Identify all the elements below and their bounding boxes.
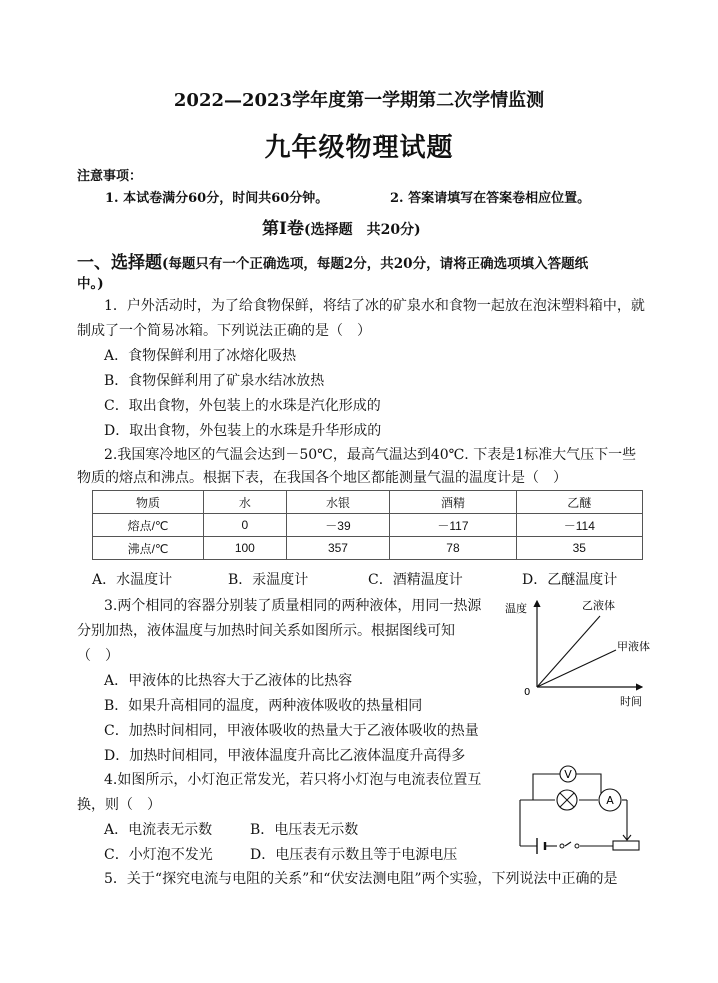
melting-boiling-table [92,490,643,560]
label-yi-liquid: 乙液体 [582,599,615,612]
q2-stem-line2: 物质的熔点和沸点。根据下表，在我国各个地区都能测量气温的温度计是（ ） [77,470,567,486]
table-cell: －114 [516,514,642,537]
q4-option-b: B．电压表无示数 [250,822,359,838]
table-row [93,514,643,537]
origin-label: 0 [524,687,531,698]
line-jia-liquid [537,650,616,687]
q5-stem-line1: 5．关于“探究电流与电阻的关系”和“伏安法测电阻”两个实验，下列说法中正确的是 [104,871,618,887]
circuit-diagram [505,760,640,860]
lamp-icon [557,790,577,810]
q4-option-c: C．小灯泡不发光 [104,847,213,863]
switch-contact [560,844,564,848]
switch-contact [575,844,579,848]
table-cell: 熔点/℃ [93,514,204,537]
q4-stem-line1: 4.如图所示，小灯泡正常发光，若只将小灯泡与电流表位置互 [104,772,482,788]
q4-stem-line2: 换，则（ ） [77,797,161,813]
table-header-cell: 水银 [286,491,390,514]
notice-item-1: 1. 本试卷满分60分，时间共60分钟。 [105,191,329,206]
line-yi-liquid [537,616,600,687]
table-cell: 100 [204,537,287,560]
q2-option-b: B．汞温度计 [228,572,309,588]
table-cell: －39 [286,514,390,537]
table-header-cell: 酒精 [390,491,516,514]
q1-option-a: A．食物保鲜利用了冰熔化吸热 [104,348,297,364]
table-cell: 沸点/℃ [93,537,204,560]
table-header-row [93,491,643,514]
notice-heading: 注意事项： [77,169,143,184]
temperature-time-graph [500,595,650,710]
section-title-main: 第Ⅰ卷 [262,219,304,239]
q3-option-b: B．如果升高相同的温度，两种液体吸收的热量相同 [104,698,423,714]
part1-instructions-cont: 中。) [77,276,104,292]
q4-option-d: D．电压表有示数且等于电源电压 [250,847,458,863]
ammeter-label: A [606,794,614,807]
notice-item-2: 2. 答案请填写在答案卷相应位置。 [390,191,591,206]
y-axis-label: 温度 [505,602,527,615]
q1-option-d: D．取出食物，外包装上的水珠是升华形成的 [104,423,382,439]
q3-option-a: A．甲液体的比热容大于乙液体的比热容 [104,673,353,689]
table-header-cell: 乙醚 [516,491,642,514]
table-header-cell: 水 [204,491,287,514]
table-cell: 0 [204,514,287,537]
q3-option-c: C．加热时间相同，甲液体吸收的热量大于乙液体吸收的热量 [104,723,479,739]
q3-option-d: D．加热时间相同，甲液体温度升高比乙液体温度升高得多 [104,748,466,764]
table-header-cell: 物质 [93,491,204,514]
table-cell: 357 [286,537,390,560]
voltmeter-label: V [564,768,572,781]
q2-stem-line1: 2.我国寒冷地区的气温会达到－50℃，最高气温达到40℃. 下表是1标准大气压下一些 [104,447,637,463]
q1-option-b: B．食物保鲜利用了矿泉水结冰放热 [104,373,325,389]
section-subtitle: (选择题 共20分) [303,222,421,238]
q1-stem-line1: 1．户外活动时，为了给食物保鲜，将结了冰的矿泉水和食物一起放在泡沫塑料箱中，就 [104,298,645,314]
q3-stem-line1: 3.两个相同的容器分别装了质量相同的两种液体，用同一热源 [104,598,482,614]
page-title: 九年级物理试题 [264,133,454,163]
label-jia-liquid: 甲液体 [617,640,650,653]
table-cell: －117 [390,514,516,537]
q2-option-c: C．酒精温度计 [368,572,463,588]
table-cell: 78 [390,537,516,560]
q3-stem-line3: （ ） [77,648,119,664]
x-axis-label: 时间 [620,695,642,708]
part1-instructions: (每题只有一个正确选项，每题2分，共20分，请将正确选项填入答题纸 [162,256,589,272]
q2-option-d: D．乙醚温度计 [522,572,618,588]
q3-stem-line2: 分别加热，液体温度与加热时间关系如图所示。根据图线可知 [77,623,455,639]
q1-stem-line2: 制成了一个简易冰箱。下列说法正确的是（ ） [77,323,371,339]
q1-option-c: C．取出食物，外包装上的水珠是汽化形成的 [104,398,381,414]
table-cell: 35 [516,537,642,560]
q4-option-a: A．电流表无示数 [104,822,213,838]
part1-title: 一、选择题 [77,253,162,273]
table-row [93,537,643,560]
exam-header: 2022—2023学年度第一学期第二次学情监测 [173,90,545,111]
part1-heading [77,252,588,275]
q2-option-a: A．水温度计 [92,572,173,588]
section-title [262,218,421,241]
